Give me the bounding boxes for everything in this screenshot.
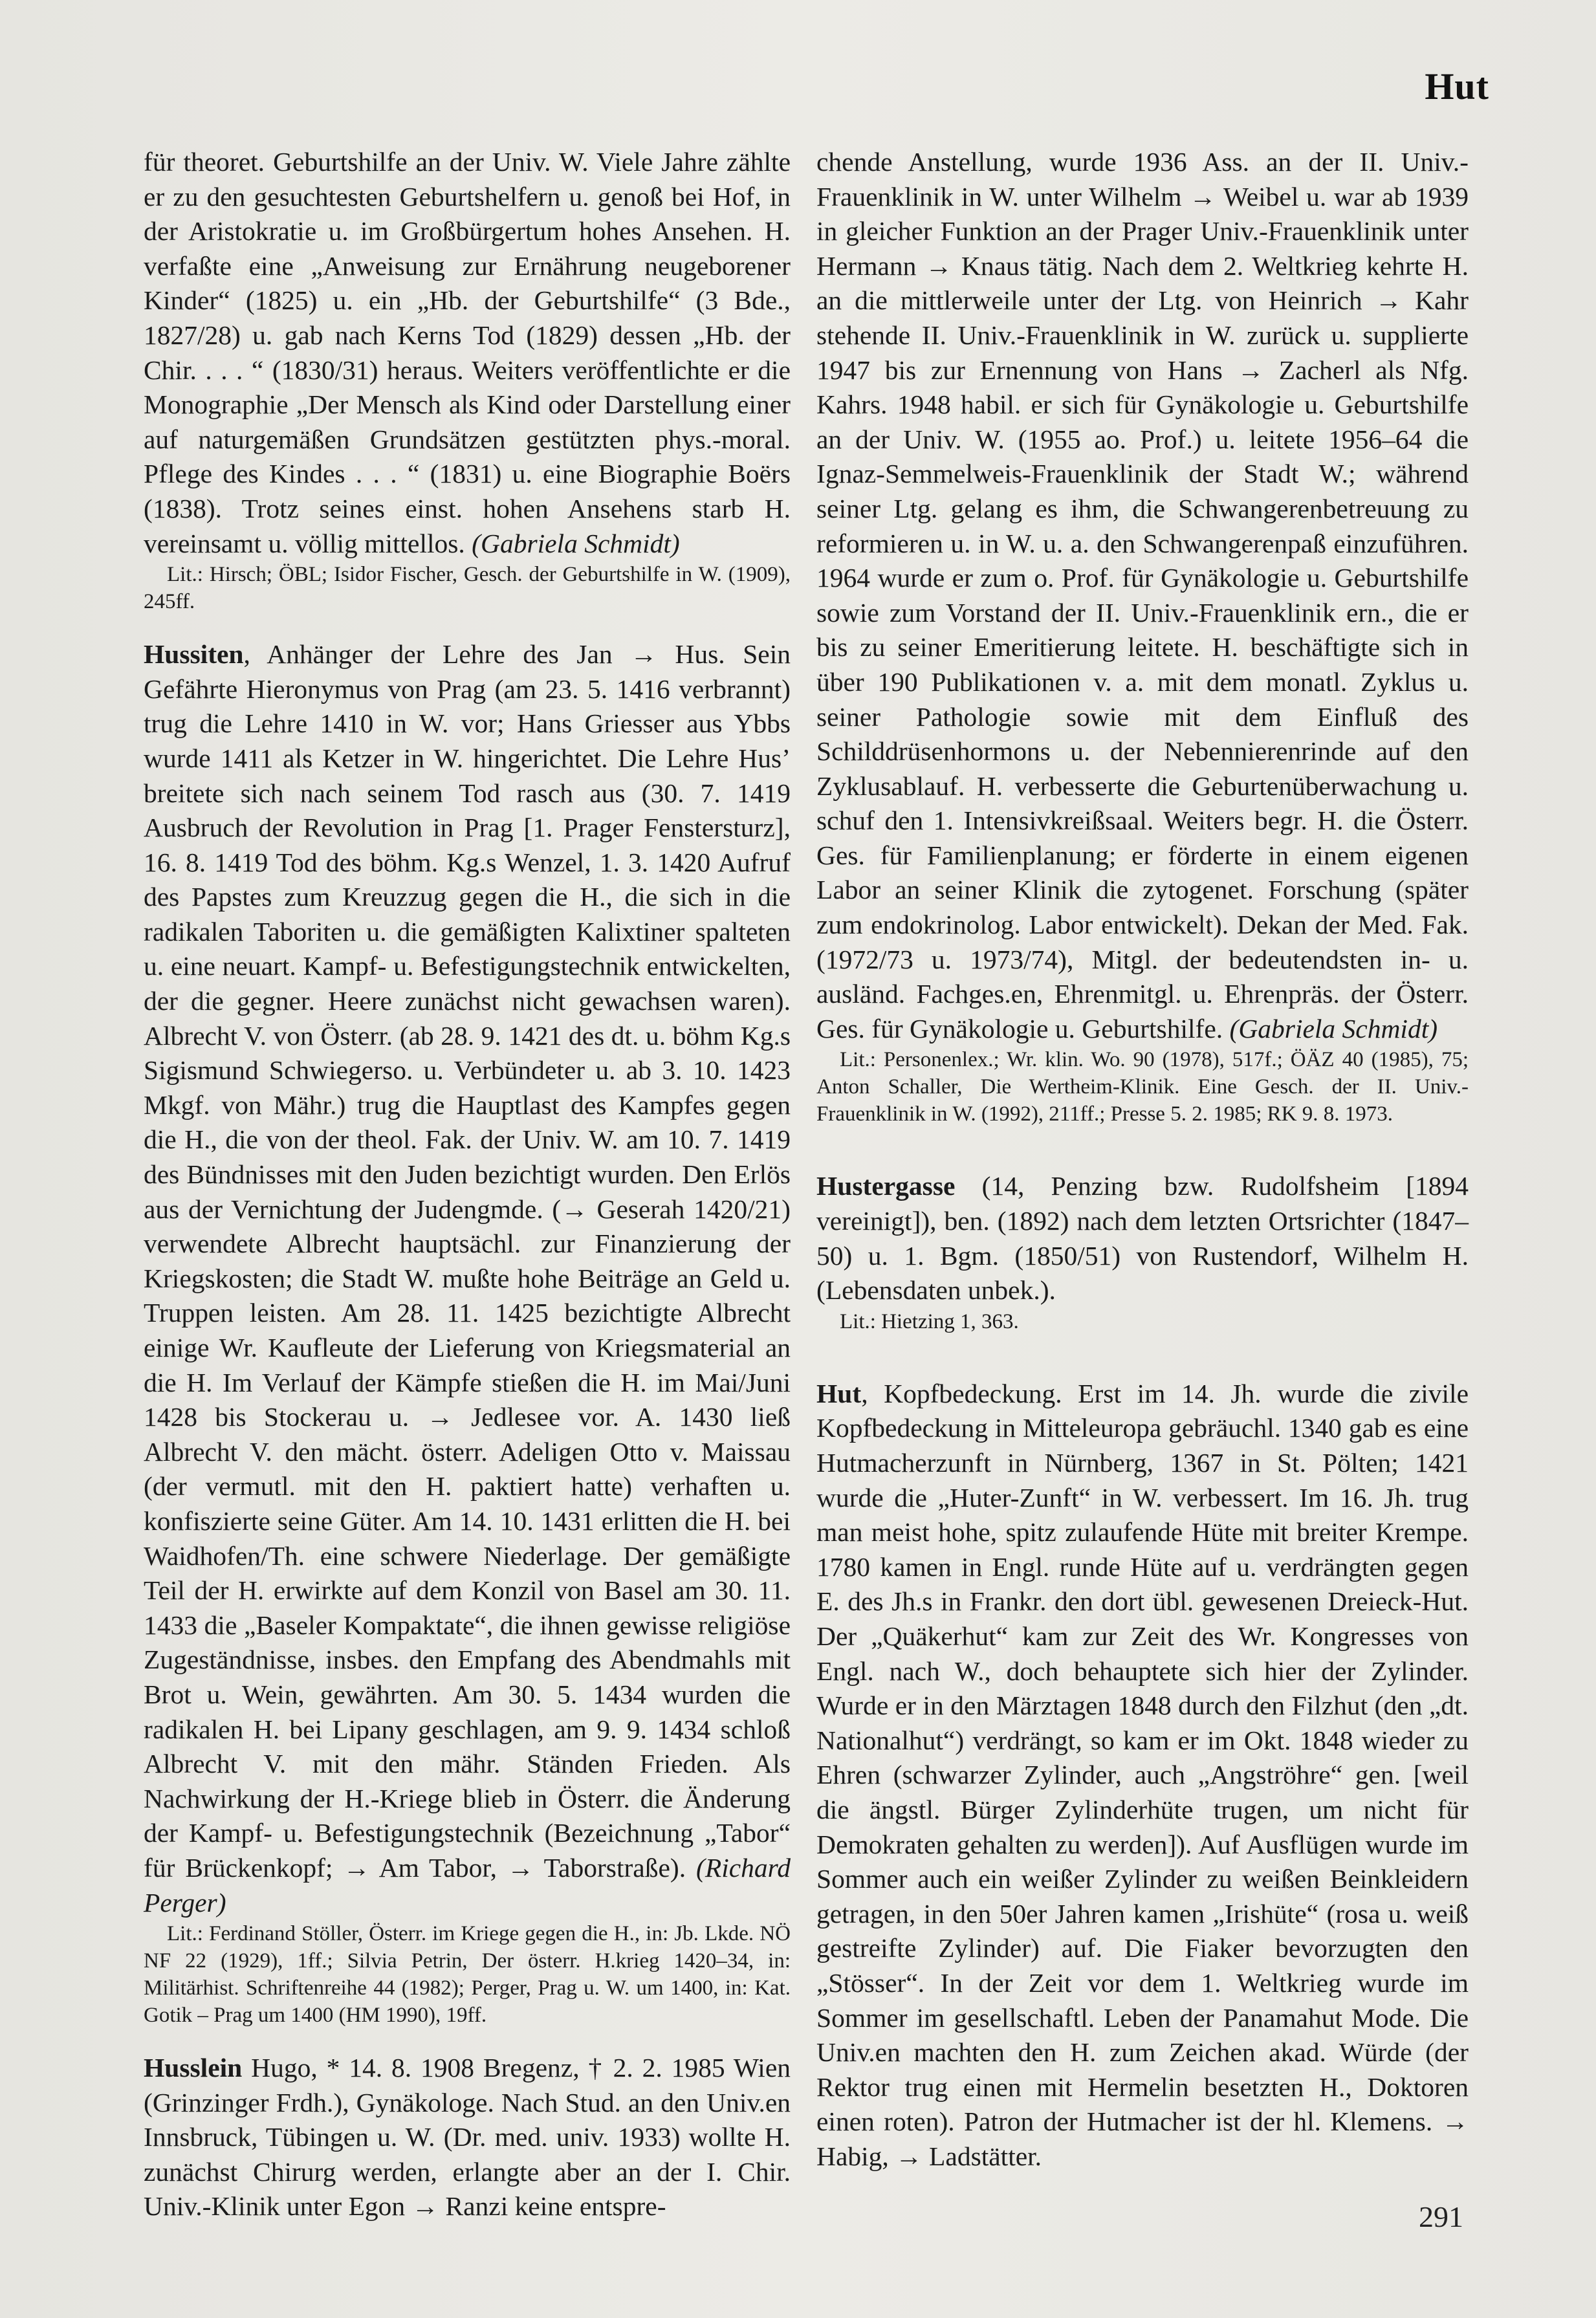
entry-text (144, 145, 791, 561)
entry-hustergasse (816, 1169, 1469, 1335)
author-name: (Gabriela Schmidt) (1229, 1013, 1438, 1044)
body-text: für theoret. Geburtshilfe an der Univ. W. Viele Jahre zählte er zu den gesuchtesten Geburtshelfern u. genoß bei Hof, in der Aristokratie u. im Großbürgertum hohes Ansehen. H. verfaßte eine „Anweisung zur Ernährung neugeborener Kinder“ (1825) u. ein „Hb. der Geburtshilfe“ (3 Bde., 1827/28) u. gab nach Kerns Tod (1829) dessen „Hb. der Chir. . . . “ (1830/31) heraus. Weiters veröffentlichte er die Monographie „Der Mensch als Kind oder Darstellung einer auf naturgemäßen Grundsätzen gestützten phys.-moral. Pflege des Kindes . . . “ (1831) u. eine Biographie Boërs (1838). Trotz seines einst. hohen Ansehens starb H. vereinsamt u. völlig mittellos. (144, 147, 791, 558)
author-name: (Gabriela Schmidt) (472, 528, 680, 558)
entry-text (816, 1169, 1469, 1307)
body-text: , Kopfbedeckung. Erst im 14. Jh. wurde die zivile Kopfbedeckung in Mitteleuropa gebräuchl. 1340 gab es eine Hutmacherzunft in Nürnberg, 1367 in St. Pölten; 1421 wurde die „Huter-Zunft“ in W. verbessert. Im 16. Jh. trug man meist hohe, spitz zulaufende Hüte mit breiter Krempe. 1780 kamen in Engl. runde Hüte auf u. verdrängten gegen E. des Jh.s in Frankr. den dort übl. gewesenen Dreieck-Hut. Der „Quäkerhut“ kam zur Zeit des Wr. Kongresses von Engl. nach W., doch behauptete sich hier der Zylinder. Wurde er in den Märztagen 1848 durch den Filzhut (den „dt. Nationalhut“) verdrängt, so kam er im Okt. 1848 wieder zu Ehren (schwarzer Zylinder, auch „Angströhre“ gen. [weil die ängstl. Bürger Zylinderhüte trugen, um nicht für Demokraten gehalten zu werden]). Auf Ausflügen wurde im Sommer auch ein weißer Zylinder zu weißen Beinkleidern getragen, in den 50er Jahren kamen „Irishüte“ (rosa u. weiß gestreifte Zylinder) auf. Die Fiaker bevorzugten den „Stösser“. In der Zeit vor dem 1. Weltkrieg wurde im Sommer im gesellschaftl. Leben der Panamahut Mode. Die Univ.en machten den H. zum Zeichen akad. Würde (der Rektor trug einen mit Hermelin besetzten H., Doktoren einen roten). Patron der Hutmacher ist der hl. Klemens. → Habig, → Ladstätter. (816, 1378, 1469, 2171)
entry-continued (144, 145, 791, 615)
entry-headword: Hussiten (144, 639, 244, 670)
entry-husslein-continued (816, 145, 1469, 1128)
entry-husslein (144, 2051, 791, 2224)
entry-headword: Husslein (144, 2053, 243, 2083)
entry-hussiten (144, 637, 791, 2029)
running-head: Hut (1425, 65, 1489, 107)
entry-headword: Hut (816, 1378, 862, 1408)
body-text: (14, Penzing bzw. Rudolfsheim [1894 vereinigt]), ben. (1892) nach dem letzten Ortsrichter (1847–50) u. 1. Bgm. (1850/51) von Rustendorf, Wilhelm H. (Lebensdaten unbek.). (816, 1171, 1469, 1306)
page-number: 291 (1419, 2200, 1463, 2233)
entry-text (144, 2051, 791, 2224)
body-text: chende Anstellung, wurde 1936 Ass. an der II. Univ.-Frauenklinik in W. unter Wilhelm → Weibel u. war ab 1939 in gleicher Funktion an der Prager Univ.-Frauenklinik unter Hermann → Knaus tätig. Nach dem 2. Weltkrieg kehrte H. an die mittlerweile unter der Ltg. von Heinrich → Kahr stehende II. Univ.-Frauenklinik in W. zurück u. supplierte 1947 bis zur Ernennung von Hans → Zacherl als Nfg. Kahrs. 1948 habil. er sich für Gynäkologie u. Geburtshilfe an der Univ. W. (1955 ao. Prof.) u. leitete 1956–64 die Ignaz-Semmelweis-Frauenklinik der Stadt W.; während seiner Ltg. gelang es ihm, die Schwangerenbetreuung zu reformieren u. in W. u. a. den Schwangerenpaß einzuführen. 1964 wurde er zum o. Prof. für Gynäkologie u. Geburtshilfe sowie zum Vorstand der II. Univ.-Frauenklinik ern., die er bis zu seiner Emeritierung leitete. H. beschäftigte sich in über 190 Publikationen v. a. mit dem monatl. Zyklus u. seiner Pathologie sowie mit dem Einfluß des Schilddrüsenhormons u. der Nebennierenrinde auf den Zyklusablauf. H. verbesserte die Geburtenüberwachung u. schuf den 1. Intensivkreißsaal. Weiters begr. H. die Österr. Ges. für Familienplanung; er förderte in einem eigenen Labor an seiner Klinik die zytogenet. Forschung (später zum endokrinolog. Labor entwickelt). Dekan der Med. Fak. (1972/73 u. 1973/74), Mitgl. der bedeutendsten in- u. ausländ. Fachges.en, Ehrenmitgl. u. Ehrenpräs. der Österr. Ges. für Gynäkologie u. Geburtshilfe. (816, 147, 1469, 1044)
body-text: Hugo, * 14. 8. 1908 Bregenz, † 2. 2. 1985 Wien (Grinzinger Frdh.), Gynäkologe. Nach Stud. an den Univ.en Innsbruck, Tübingen u. W. (Dr. med. univ. 1933) wollte H. zunächst Chirurg werden, erlangte aber an der I. Chir. Univ.-Klinik unter Egon → Ranzi keine entspre- (144, 2053, 791, 2222)
entry-text (816, 145, 1469, 1046)
literature-note: Lit.: Ferdinand Stöller, Österr. im Kriege gegen die H., in: Jb. Lkde. NÖ NF 22 (1929), 1ff.; Silvia Petrin, Der österr. H.krieg 1420–34, in: Militärhist. Schriftenreihe 44 (1982); Perger, Prag u. W. um 1400, in: Kat. Gotik – Prag um 1400 (HM 1990), 19ff. (144, 1922, 791, 2028)
entry-hut (816, 1377, 1469, 2174)
author-name: (Richard Perger) (144, 1852, 791, 1918)
right-column (816, 145, 1469, 2174)
left-column (144, 145, 791, 2224)
literature-note: Lit.: Hietzing 1, 363. (840, 1309, 1019, 1333)
body-text: , Anhänger der Lehre des Jan → Hus. Sein Gefährte Hieronymus von Prag (am 23. 5. 1416 verbrannt) trug die Lehre 1410 in W. vor; Hans Griesser aus Ybbs wurde 1411 als Ketzer in W. hingerichtet. Die Lehre Hus’ breitete sich nach seinem Tod rasch aus (30. 7. 1419 Ausbruch der Revolution in Prag [1. Prager Fenstersturz], 16. 8. 1419 Tod des böhm. Kg.s Wenzel, 1. 3. 1420 Aufruf des Papstes zum Kreuzzug gegen die H., die sich in die radikalen Taboriten u. die gemäßigten Kalixtiner spalteten u. eine neuart. Kampf- u. Befestigungstechnik entwickelten, der die gegner. Heere zunächst nicht gewachsen waren). Albrecht V. von Österr. (ab 28. 9. 1421 des dt. u. böhm Kg.s Sigismund Schwiegerso. u. Verbündeter u. ab 3. 10. 1423 Mkgf. von Mähr.) trug die Hauptlast des Kampfes gegen die H., die von der theol. Fak. der Univ. W. am 10. 7. 1419 des Bündnisses mit den Juden bezichtigt wurden. Den Erlös aus der Vernichtung der Judengmde. (→ Geserah 1420/21) verwendete Albrecht hauptsächl. zur Finanzierung der Kriegskosten; die Stadt W. mußte hohe Beiträge an Geld u. Truppen leisten. Am 28. 11. 1425 bezichtigte Albrecht einige Wr. Kaufleute der Lieferung von Kriegsmaterial an die H. Im Verlauf der Kämpfe stießen die H. im Mai/Juni 1428 bis Stockerau u. → Jedlesee vor. A. 1430 ließ Albrecht V. den mächt. österr. Adeligen Otto v. Maissau (der vermutl. mit den H. paktiert hatte) verhaften u. konfiszierte seine Güter. Am 14. 10. 1431 erlitten die H. bei Waidhofen/Th. eine schwere Niederlage. Der gemäßigte Teil der H. erwirkte auf dem Konzil von Basel am 30. 11. 1433 die „Baseler Kompaktate“, die ihnen gewisse religiöse Zugeständnisse, insbes. den Empfang des Abendmahls mit Brot u. Wein, gewährten. Am 30. 5. 1434 wurden die radikalen H. bei Lipany geschlagen, am 9. 9. 1434 schloß Albrecht V. mit den mähr. Ständen Frieden. Als Nachwirkung der H.-Kriege blieb in Österr. die Änderung der Kampf- u. Befestigungstechnik (Bezeichnung „Tabor“ für Brückenkopf; → Am Tabor, → Taborstraße). (144, 639, 791, 1883)
entry-text (144, 637, 791, 1920)
entry-text (816, 1377, 1469, 2174)
entry-headword: Hustergasse (816, 1171, 956, 1201)
literature-note: Lit.: Hirsch; ÖBL; Isidor Fischer, Gesch. der Geburtshilfe in W. (1909), 245ff. (144, 563, 791, 614)
literature-note: Lit.: Personenlex.; Wr. klin. Wo. 90 (1978), 517f.; ÖÄZ 40 (1985), 75; Anton Schaller, Die Wertheim-Klinik. Eine Gesch. der II. Univ.-Frauenklinik in W. (1992), 211ff.; Presse 5. 2. 1985; RK 9. 8. 1973. (816, 1048, 1469, 1126)
